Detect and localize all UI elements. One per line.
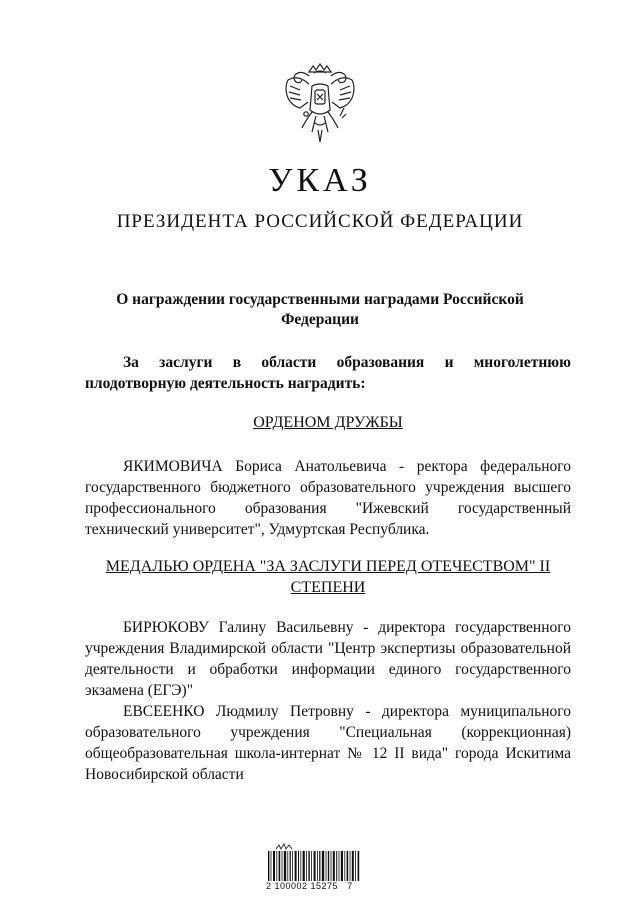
decree-intro-paragraph: За заслуги в области образования и многолетнюю плодотворную деятельность наградить: (85, 354, 571, 392)
document-title: УКАЗ (268, 162, 372, 199)
barcode-number: 2 100002 15275 7 (266, 881, 353, 891)
barcode-icon (268, 851, 360, 881)
decree-heading: О награждении государственными наградами Российской Федерации (116, 291, 524, 328)
scribble-mark-icon (275, 843, 295, 851)
award-recipient-entry: ЕВСЕЕНКО Людмилу Петровну - директора муниципального образовательного учреждения "Специальная (коррекционная) общеобразовательная школа-интернат № 12 II вида" города Искитима Новосибирской области (85, 703, 571, 783)
award-recipient-entry: БИРЮКОВУ Галину Васильевну - директора государственного учреждения Владимирской области "Центр экспертизы образовательной деятельности и обработки информации единого государственного экзамена (ЕГЭ)" (85, 619, 571, 699)
document-subtitle: ПРЕЗИДЕНТА РОССИЙСКОЙ ФЕДЕРАЦИИ (116, 211, 524, 232)
coat-of-arms-icon (278, 58, 362, 150)
award-title-order-of-friendship: ОРДЕНОМ ДРУЖБЫ (253, 414, 403, 431)
document-barcode (266, 843, 366, 893)
award-title-medal-order-merit: МЕДАЛЬЮ ОРДЕНА "ЗА ЗАСЛУГИ ПЕРЕД ОТЕЧЕСТВОМ" II СТЕПЕНИ (105, 558, 551, 596)
award-recipient-entry: ЯКИМОВИЧА Бориса Анатольевича - ректора федерального государственного бюджетного образовательного учреждения высшего профессионального образования "Ижевский государственный технический университет", Удмуртская Республика. (85, 458, 571, 538)
